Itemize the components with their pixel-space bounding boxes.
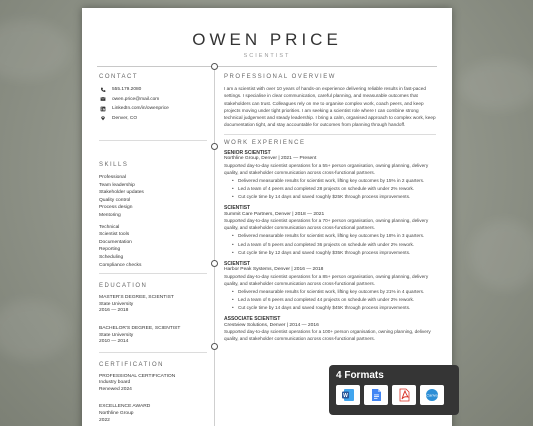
- certification-item: [99, 404, 207, 424]
- linkedin-icon: [99, 105, 106, 112]
- job-title: SENIOR SCIENTIST: [224, 149, 271, 156]
- skill-item: Compliance checks: [99, 262, 142, 268]
- job-company: Harbor Peak Systems, Denver | 2016 — 2018: [224, 267, 324, 273]
- education-item: [99, 326, 207, 346]
- divider: [99, 140, 207, 141]
- job-bullet: • Cut cycle time by 14 days and saved roughly $25K through process improvements.: [232, 194, 411, 200]
- contact-text: Denver, CO: [112, 115, 138, 121]
- job-bullet: • Cut cycle time by 12 days and saved roughly $35K through process improvements.: [232, 249, 411, 255]
- formats-icons: [336, 385, 452, 405]
- job-bullet: • Led a team of 4 peers and completed 28 projects on schedule with under 2% rework.: [232, 186, 415, 192]
- certification-org: Northline Group: [99, 411, 134, 417]
- job-company: Crestview Solutions, Denver | 2014 — 2016: [224, 322, 319, 328]
- job-entry: [224, 261, 436, 312]
- job-description: Supported day-to-day scientist operations for a 55+ person organisation, owning planning, delivery quality, and stakeholder communication across cross-functional partners.: [224, 162, 429, 175]
- skill-item: Mentoring: [99, 212, 121, 218]
- job-title: ASSOCIATE SCIENTIST: [224, 316, 281, 323]
- overview-heading: PROFESSIONAL OVERVIEW: [224, 74, 336, 80]
- svg-text:Canva: Canva: [426, 392, 438, 398]
- skills-group-technical: [99, 224, 207, 270]
- contact-list: [99, 85, 207, 123]
- contact-location: [99, 114, 207, 124]
- skill-item: Team leadership: [99, 182, 135, 188]
- skill-item: Scheduling: [99, 254, 124, 260]
- skills-heading: SKILLS: [99, 162, 129, 168]
- bullet-text: Led a team of 5 peers and completed 36 projects on schedule with under 2% rework.: [238, 241, 415, 247]
- job-bullet: • Led a team of 6 peers and completed 44 projects on schedule with under 2% rework.: [232, 297, 415, 303]
- experience-heading: WORK EXPERIENCE: [224, 139, 306, 146]
- job-title: SCIENTIST: [224, 260, 251, 267]
- education-item: [99, 295, 207, 315]
- left-column: [99, 74, 207, 426]
- contact-email: [99, 95, 207, 105]
- certification-org: Industry board: [99, 380, 131, 386]
- phone-icon: [99, 86, 106, 93]
- email-icon: [99, 96, 106, 103]
- education-school: State University: [99, 301, 134, 307]
- bullet-text: Delivered measurable results for scientist work, lifting key outcomes by 18% in 3 quarters.: [238, 233, 425, 239]
- certification-item: [99, 374, 207, 394]
- word-icon: [336, 385, 360, 405]
- certification-year: 2022: [99, 417, 110, 423]
- formats-title: 4 Formats: [336, 370, 384, 381]
- header-divider: [97, 66, 437, 67]
- job-company: Northline Group, Denver | 2021 — Present: [224, 156, 317, 162]
- skills-group-professional: [99, 174, 207, 220]
- bullet-text: Delivered measurable results for scientist work, lifting key outcomes by 21% in 4 quarters.: [238, 288, 425, 294]
- contact-text: owen.price@mail.com: [112, 96, 160, 102]
- skill-item: Documentation: [99, 239, 132, 245]
- contact-text: LinkedIn.com/in/owenprice: [112, 106, 169, 112]
- skill-item: Stakeholder updates: [99, 190, 144, 196]
- timeline-node: [211, 143, 218, 150]
- certification-heading: CERTIFICATION: [99, 361, 164, 368]
- job-description: Supported day-to-day scientist operations for a 70+ person organisation, owning planning, delivery quality, and stakeholder communication across cross-functional partners.: [224, 218, 429, 231]
- google-docs-icon: [364, 385, 388, 405]
- canva-icon: [420, 385, 444, 405]
- bullet-text: Cut cycle time by 12 days and saved roughly $35K through process improvements.: [238, 249, 411, 255]
- job-entry: [224, 150, 436, 201]
- contact-linkedin: [99, 104, 207, 114]
- skill-item: Professional: [99, 175, 126, 180]
- job-bullet: • Cut cycle time by 14 days and saved roughly $45K through process improvements.: [232, 305, 411, 311]
- bullet-text: Led a team of 4 peers and completed 28 projects on schedule with under 2% rework.: [238, 186, 415, 192]
- job-bullet: • Delivered measurable results for scientist work, lifting key outcomes by 15% in 2 quarters.: [232, 177, 425, 183]
- overview-text: I am a scientist with over 10 years of hands-on experience delivering reliable results in fast-paced settings. I specialise in clear communication, careful planning, and measurable outcomes that stakeholders can trust. Colleagues rely on me to organise complex work, coach peers, and keep projects moving under tight priorities. I am seeking a scientist role where I can combine strong technical judgement and steady leadership. I bring a calm, organised approach to complex work, keep documentation tight, and stay accountable for outcomes from planning through handoff.: [224, 86, 436, 128]
- contact-heading: CONTACT: [99, 74, 139, 80]
- education-degree: BACHELOR'S DEGREE, SCIENTIST: [99, 325, 181, 331]
- skill-item: Reporting: [99, 247, 121, 253]
- resume-subtitle: SCIENTIST: [243, 53, 291, 59]
- job-bullet: • Delivered measurable results for scientist work, lifting key outcomes by 21% in 4 quarters.: [232, 288, 425, 294]
- resume-name: OWEN PRICE: [192, 30, 342, 49]
- pdf-icon: [392, 385, 416, 405]
- education-years: 2010 — 2014: [99, 339, 129, 345]
- formats-badge: [329, 365, 459, 415]
- education-years: 2016 — 2018: [99, 308, 129, 314]
- right-column: [224, 74, 436, 343]
- contact-phone: [99, 85, 207, 95]
- job-description: Supported day-to-day scientist operations for a 100+ person organisation, owning planning, delivery quality, and stakeholder communication across cross-functional partners.: [224, 329, 431, 342]
- skill-item: Technical: [99, 224, 120, 230]
- education-degree: MASTER'S DEGREE, SCIENTIST: [99, 295, 174, 301]
- bullet-text: Led a team of 6 peers and completed 44 projects on schedule with under 2% rework.: [238, 297, 415, 303]
- divider: [224, 134, 436, 135]
- timeline-node: [211, 260, 218, 267]
- timeline-line: [214, 66, 215, 426]
- skill-item: Process design: [99, 205, 133, 211]
- education-heading: EDUCATION: [99, 283, 148, 290]
- location-pin-icon: [99, 115, 106, 122]
- job-bullet: • Delivered measurable results for scientist work, lifting key outcomes by 18% in 3 quarters.: [232, 233, 425, 239]
- svg-text:W: W: [343, 393, 348, 399]
- job-bullet: • Led a team of 5 peers and completed 36 projects on schedule with under 2% rework.: [232, 241, 415, 247]
- education-school: State University: [99, 332, 134, 338]
- divider: [99, 352, 207, 353]
- bullet-text: Cut cycle time by 14 days and saved roughly $25K through process improvements.: [238, 194, 411, 200]
- job-entry: [224, 205, 436, 256]
- skill-item: Scientist tools: [99, 232, 130, 238]
- contact-text: 555.179.2080: [112, 87, 142, 93]
- resume-page: [82, 8, 452, 426]
- certification-year: Renewed 2024: [99, 386, 132, 392]
- certification-name: PROFESSIONAL CERTIFICATION: [99, 373, 176, 379]
- job-company: Summit Care Partners, Denver | 2018 — 2021: [224, 211, 325, 217]
- bullet-text: Cut cycle time by 14 days and saved roughly $45K through process improvements.: [238, 305, 411, 311]
- job-title: SCIENTIST: [224, 205, 251, 212]
- job-description: Supported day-to-day scientist operations for a 85+ person organisation, owning planning, delivery quality, and stakeholder communication across cross-functional partners.: [224, 273, 429, 286]
- skill-item: Quality control: [99, 197, 131, 203]
- job-entry: [224, 316, 436, 343]
- timeline-node: [211, 343, 218, 350]
- certification-name: EXCELLENCE AWARD: [99, 404, 151, 410]
- timeline-node: [211, 63, 218, 70]
- divider: [99, 273, 207, 274]
- bullet-text: Delivered measurable results for scientist work, lifting key outcomes by 15% in 2 quarters.: [238, 177, 425, 183]
